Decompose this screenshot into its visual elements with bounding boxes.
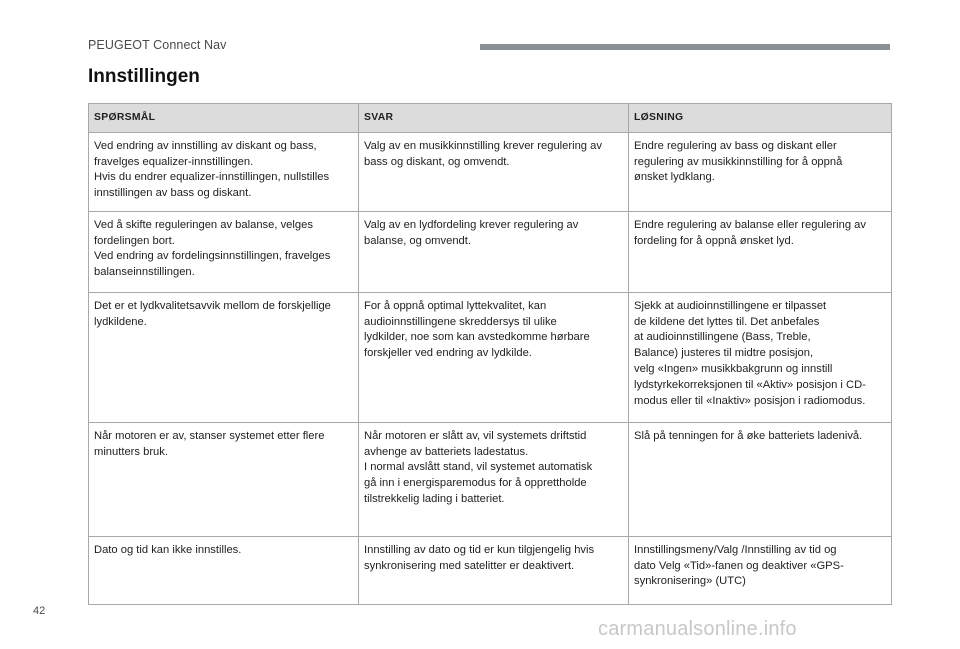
solution-cell: Innstillingsmeny/Valg /Innstilling av tid og dato Velg «Tid»-fanen og deaktiver «GPS- synkronisering» (UTC) (629, 536, 892, 604)
header-decorative-bar (480, 44, 890, 50)
answer-cell: Når motoren er slått av, vil systemets driftstid avhenge av batteriets ladestatus. I normal avslått stand, vil systemet automatisk gå inn i energisparemodus for å opprettholde tilstrekkelig lading i batteriet. (359, 422, 629, 536)
page-title: Innstillingen (88, 66, 200, 87)
answer-cell: For å oppnå optimal lyttekvalitet, kan audioinnstillingene skreddersys til ulike lydkilder, noe som kan avstedkomme hørbare forskjeller ved endring av lydkilde. (359, 292, 629, 422)
troubleshooting-table (88, 103, 892, 605)
question-cell: Dato og tid kan ikke innstilles. (89, 536, 359, 604)
table-row (89, 211, 892, 292)
table-row (89, 536, 892, 604)
question-cell: Ved å skifte reguleringen av balanse, velges fordelingen bort. Ved endring av fordelingsinnstillingen, fravelges balanseinnstillingen. (89, 211, 359, 292)
answer-cell: Valg av en lydfordeling krever regulering av balanse, og omvendt. (359, 211, 629, 292)
solution-cell: Sjekk at audioinnstillingene er tilpasset de kildene det lyttes til. Det anbefales at audioinnstillingene (Bass, Treble, Balance) justeres til midtre posisjon, velg «Ingen» musikkbakgrunn og innstill lydstyrkekorreksjonen til «Aktiv» posisjon i CD- modus eller til «Inaktiv» posisjon i radiomodus. (629, 292, 892, 422)
question-cell: Ved endring av innstilling av diskant og bass, fravelges equalizer-innstillingen. Hvis du endrer equalizer-innstillingen, nullstilles innstillingen av bass og diskant. (89, 132, 359, 211)
running-header-title: PEUGEOT Connect Nav (88, 38, 227, 52)
table-row (89, 132, 892, 211)
table-row (89, 422, 892, 536)
question-cell: Når motoren er av, stanser systemet etter flere minutters bruk. (89, 422, 359, 536)
answer-cell: Innstilling av dato og tid er kun tilgjengelig hvis synkronisering med satelitter er deaktivert. (359, 536, 629, 604)
header-solution: LØSNING (629, 104, 892, 133)
solution-cell: Endre regulering av bass og diskant eller regulering av musikkinnstilling for å oppnå ønsket lydklang. (629, 132, 892, 211)
answer-cell: Valg av en musikkinnstilling krever regulering av bass og diskant, og omvendt. (359, 132, 629, 211)
page-number: 42 (33, 605, 46, 617)
watermark-text: carmanualsonline.info (598, 618, 797, 640)
table-header-row (89, 104, 892, 133)
header-question: SPØRSMÅL (89, 104, 359, 133)
question-cell: Det er et lydkvalitetsavvik mellom de forskjellige lydkildene. (89, 292, 359, 422)
solution-cell: Endre regulering av balanse eller regulering av fordeling for å oppnå ønsket lyd. (629, 211, 892, 292)
header-answer: SVAR (359, 104, 629, 133)
table-row (89, 292, 892, 422)
solution-cell: Slå på tenningen for å øke batteriets ladenivå. (629, 422, 892, 536)
